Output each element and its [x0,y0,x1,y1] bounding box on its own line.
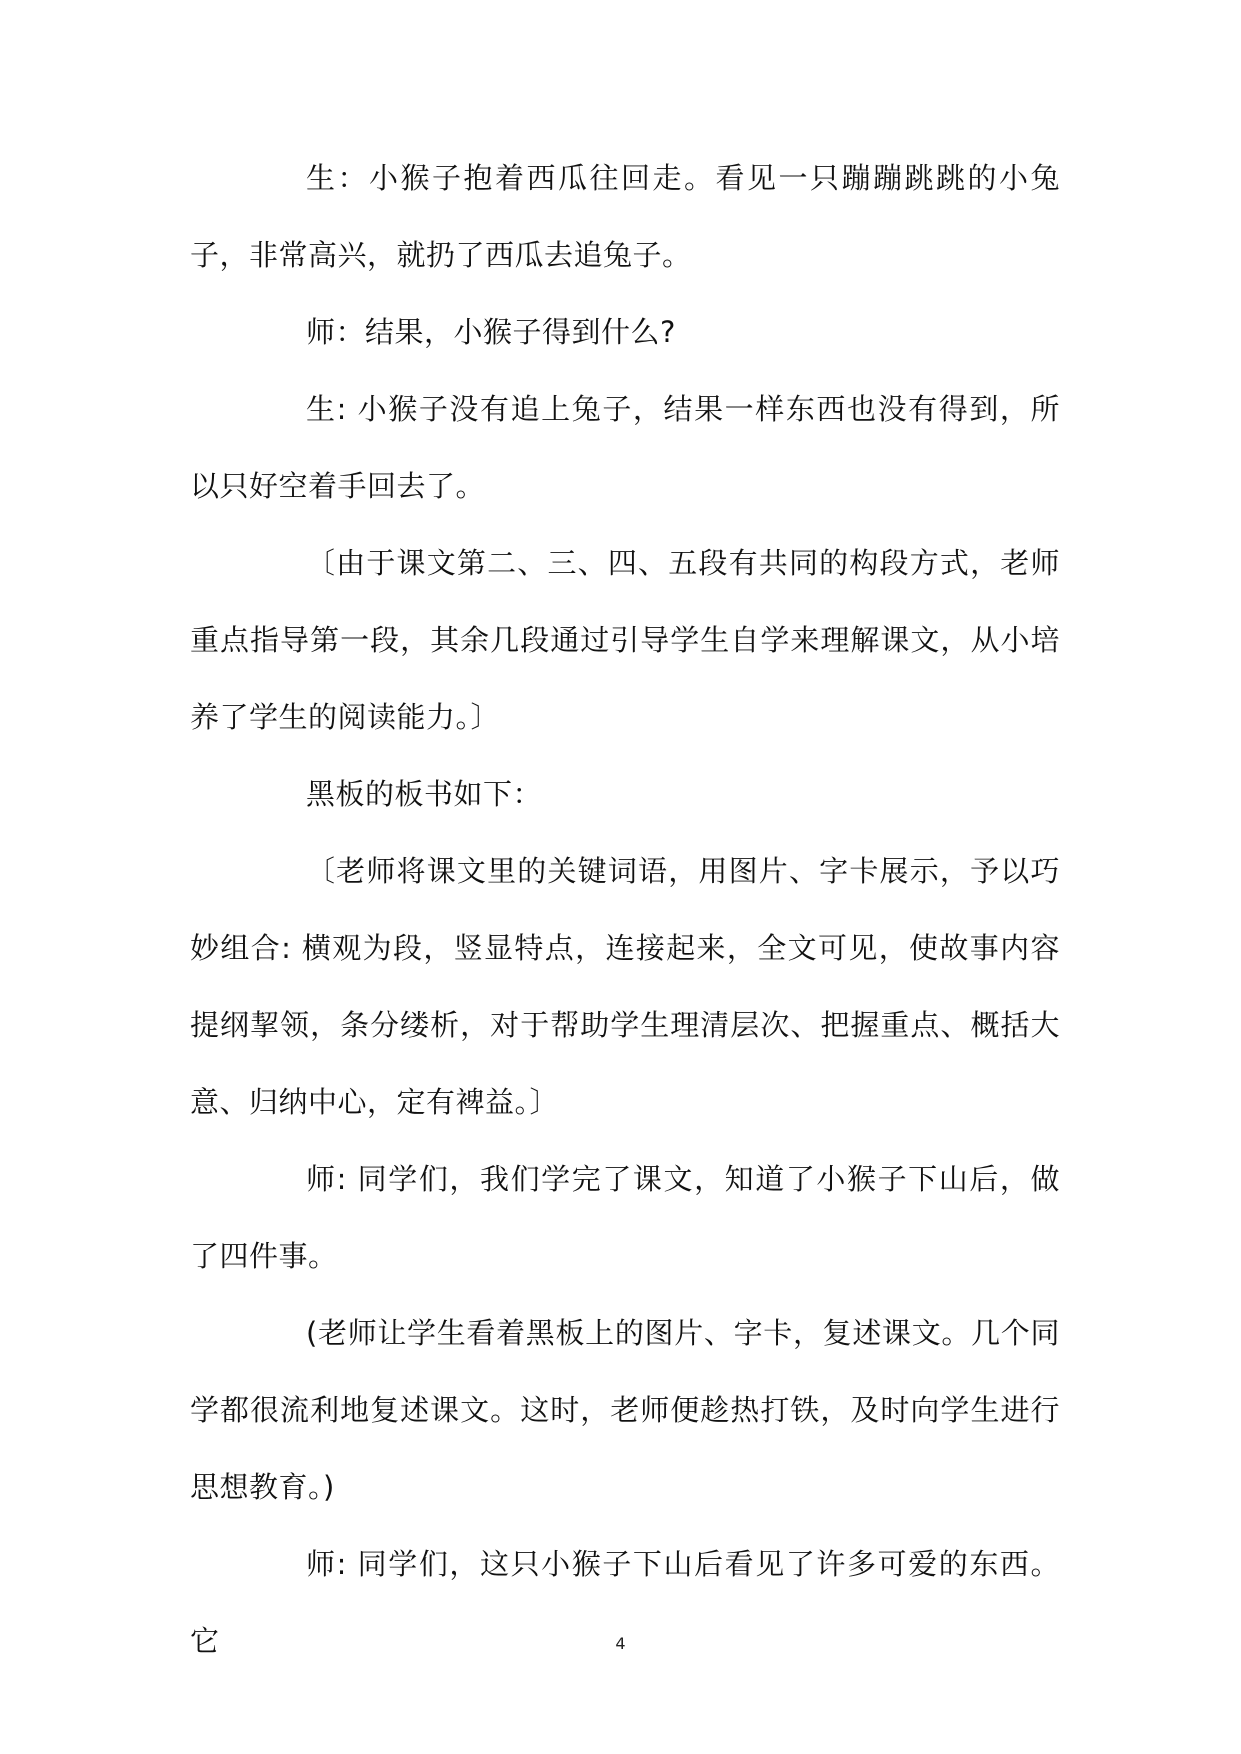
paragraph: 师: 同学们，我们学完了课文，知道了小猴子下山后，做了四件事。 [190,1162,1060,1273]
paragraph: 〔由于课文第二、三、四、五段有共同的构段方式，老师重点指导第一段，其余几段通过引导学生自学来理解课文，从小培养了学生的阅读能力。〕 [190,546,1060,734]
document-body [190,140,1060,1680]
paragraph: (老师让学生看着黑板上的图片、字卡，复述课文。几个同学都很流利地复述课文。这时，老师便趁热打铁，及时向学生进行思想教育。) [190,1316,1060,1504]
paragraph: 生：小猴子抱着西瓜往回走。看见一只蹦蹦跳跳的小兔子，非常高兴，就扔了西瓜去追兔子。 [190,161,1060,272]
paragraph: 黑板的板书如下： [306,777,543,811]
page-number: 4 [615,1634,626,1653]
paragraph: 师: 同学们，这只小猴子下山后看见了许多可爱的东西。它 [190,1547,1060,1658]
paragraph: 生: 小猴子没有追上兔子，结果一样东西也没有得到，所以只好空着手回去了。 [190,392,1060,503]
paragraph: 师：结果，小猴子得到什么? [306,315,676,349]
paragraph: 〔老师将课文里的关键词语，用图片、字卡展示，予以巧妙组合: 横观为段，竖显特点，连接起来，全文可见，使故事内容提纲挈领，条分缕析，对于帮助学生理清层次、把握重点、概括大意、归纳中心，定有裨益。〕 [190,854,1060,1119]
